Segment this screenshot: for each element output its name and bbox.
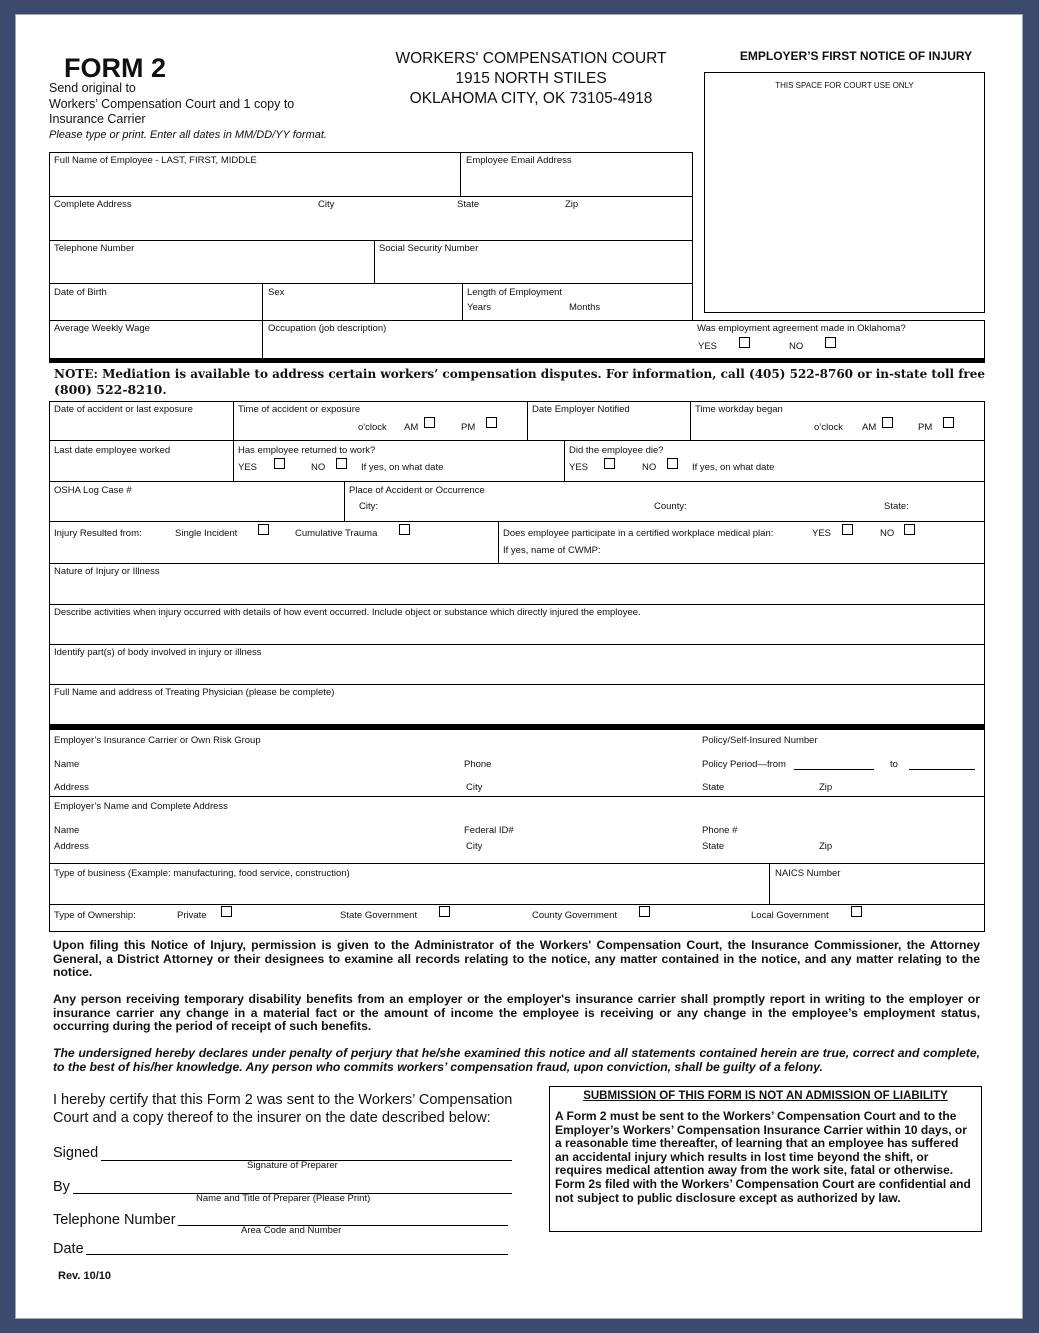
- divider: [692, 152, 693, 321]
- accident-pm-checkbox[interactable]: [486, 417, 497, 428]
- notice-title: EMPLOYER’S FIRST NOTICE OF INJURY: [739, 49, 973, 63]
- workday-am-checkbox[interactable]: [882, 417, 893, 428]
- policy-period-label: Policy Period—from: [702, 759, 786, 770]
- court-address: [371, 49, 691, 109]
- place-city-label: City:: [359, 501, 378, 512]
- divider: [374, 240, 375, 283]
- oclock-label: o'clock: [358, 422, 387, 433]
- divider: [49, 684, 985, 685]
- by-caption: Name and Title of Preparer (Please Print): [196, 1193, 371, 1204]
- agreement-label: Was employment agreement made in Oklahoma?: [697, 323, 906, 334]
- employer-zip-label: Zip: [819, 841, 833, 852]
- divider: [498, 521, 499, 563]
- court-use-box: [704, 72, 985, 313]
- policy-to-line: [909, 769, 975, 770]
- employer-state-label: State: [702, 841, 725, 852]
- nature-label: Nature of Injury or Illness: [54, 566, 160, 577]
- divider: [527, 401, 528, 440]
- divider: [49, 604, 985, 605]
- cwmp-label: If yes, name of CWMP:: [503, 545, 601, 556]
- insurance-employer-block: [49, 729, 985, 932]
- send-line: Workers’ Compensation Court and 1 copy to: [49, 96, 295, 111]
- agreement-yes-checkbox[interactable]: [739, 337, 750, 348]
- business-type-label: Type of business (Example: manufacturing, food service, construction): [54, 868, 350, 879]
- private-checkbox[interactable]: [221, 906, 232, 917]
- certify-text: I hereby certify that this Form 2 was sent to the Workers’ Compensation Court and a copy thereof to the insurer on the date described below:: [53, 1092, 513, 1126]
- disability-paragraph: Any person receiving temporary disability benefits from an employer or the employer's insurance carrier shall promptly report in writing to the employer or insurance carrier any change in a material fact or the amount of income the employee is receiving or any change in the employee’s employment status, occurring during the period of receipt of such benefits.: [53, 992, 980, 1033]
- accident-am-checkbox[interactable]: [424, 417, 435, 428]
- signature-caption: Signature of Preparer: [247, 1160, 338, 1171]
- single-incident-label: Single Incident: [175, 528, 238, 539]
- returned-yes-checkbox[interactable]: [274, 458, 285, 469]
- divider: [769, 863, 770, 904]
- carrier-city-label: City: [466, 782, 483, 793]
- workday-label: Time workday began: [695, 404, 783, 415]
- employer-address-label: Address: [54, 841, 89, 852]
- ownership-label: Type of Ownership:: [54, 910, 136, 921]
- plan-no-checkbox[interactable]: [904, 524, 915, 535]
- years-label: Years: [467, 302, 491, 313]
- plan-yes-label: YES: [812, 528, 832, 539]
- divider: [49, 563, 985, 564]
- cumulative-checkbox[interactable]: [399, 524, 410, 535]
- plan-no-label: NO: [880, 528, 895, 539]
- county-gov-label: County Government: [532, 910, 618, 921]
- submission-box: [549, 1086, 982, 1232]
- workday-pm-checkbox[interactable]: [943, 417, 954, 428]
- plan-yes-checkbox[interactable]: [842, 524, 853, 535]
- telephone-line[interactable]: [178, 1225, 508, 1226]
- instructions-text: Please type or print. Enter all dates in MM/DD/YY format.: [49, 128, 327, 141]
- address-label: Complete Address: [54, 199, 132, 210]
- divider: [49, 904, 985, 905]
- thick-rule: [49, 358, 985, 363]
- mediation-note: [54, 367, 985, 397]
- submission-text: A Form 2 must be sent to the Workers’ Compensation Court and to the Employer’s Workers’ Compensation Insurance Carrier within 10 days, or a reasonable time thereafter, of learning that an employee has suffered an accidental injury which results in lost time beyond the shift, or requires medical attention away from the work site, fatal or otherwise. Form 2s filed with the Workers’ Compensation Court are confidential and not subject to public disclosure except as authorized by law.: [555, 1109, 971, 1205]
- policy-label: Policy/Self-Insured Number: [702, 735, 818, 746]
- returned-no-label: NO: [311, 462, 326, 473]
- agreement-no-checkbox[interactable]: [825, 337, 836, 348]
- send-original-text: [49, 81, 327, 143]
- months-label: Months: [569, 302, 601, 313]
- county-label: County:: [654, 501, 687, 512]
- died-no-checkbox[interactable]: [667, 458, 678, 469]
- divider: [49, 440, 985, 441]
- returned-yes-label: YES: [238, 462, 258, 473]
- agreement-no-label: NO: [789, 341, 804, 352]
- policy-from-line: [794, 769, 874, 770]
- died-no-label: NO: [642, 462, 657, 473]
- describe-label: Describe activities when injury occurred with details of how event occurred. Include object or substance which directly injured the employee.: [54, 607, 641, 618]
- carrier-address-label: Address: [54, 782, 89, 793]
- city-label: City: [318, 199, 335, 210]
- carrier-zip-label: Zip: [819, 782, 833, 793]
- naics-label: NAICS Number: [775, 868, 841, 879]
- date-line[interactable]: [86, 1254, 508, 1255]
- date-accident-label: Date of accident or last exposure: [54, 404, 193, 415]
- oclock-label: o’clock: [814, 422, 844, 433]
- agreement-yes-label: YES: [698, 341, 718, 352]
- permission-paragraph: Upon filing this Notice of Injury, permission is given to the Administrator of the Workers' Compensation Court, the Insurance Commissioner, the Attorney General, a District Attorney or their designees to examine all records relating to the notice, any matter contained in the notice, and any matter relating to the notice.: [53, 938, 980, 979]
- carrier-name-label: Name: [54, 759, 80, 770]
- federal-id-label: Federal ID#: [464, 825, 514, 836]
- medical-plan-label: Does employee participate in a certified workplace medical plan:: [503, 528, 774, 539]
- state-gov-checkbox[interactable]: [439, 906, 450, 917]
- local-gov-checkbox[interactable]: [851, 906, 862, 917]
- divider: [564, 440, 565, 481]
- private-label: Private: [177, 910, 207, 921]
- phone-label: Telephone Number: [54, 243, 135, 254]
- single-incident-checkbox[interactable]: [258, 524, 269, 535]
- county-gov-checkbox[interactable]: [639, 906, 650, 917]
- employee-name-label: Full Name of Employee - LAST, FIRST, MIDDLE: [54, 155, 257, 166]
- dob-label: Date of Birth: [54, 287, 107, 298]
- returned-label: Has employee returned to work?: [238, 445, 376, 456]
- date-label: Date: [53, 1241, 84, 1257]
- am-label: AM: [404, 422, 419, 433]
- am-label: AM: [862, 422, 877, 433]
- divider: [984, 320, 985, 358]
- pm-label: PM: [461, 422, 476, 433]
- divider: [460, 152, 461, 196]
- divider: [690, 401, 691, 440]
- divider: [462, 283, 463, 320]
- court-line: 1915 NORTH STILES: [455, 70, 607, 87]
- state-label: State: [457, 199, 480, 210]
- last-worked-label: Last date employee worked: [54, 445, 171, 456]
- returned-date-label: If yes, on what date: [361, 462, 444, 473]
- physician-label: Full Name and address of Treating Physician (please be complete): [54, 687, 335, 698]
- divider: [262, 283, 263, 358]
- employer-city-label: City: [466, 841, 483, 852]
- carrier-label: Employer’s Insurance Carrier or Own Risk Group: [54, 735, 261, 746]
- length-label: Length of Employment: [467, 287, 563, 298]
- divider: [49, 283, 693, 284]
- divider: [49, 240, 693, 241]
- died-label: Did the employee die?: [569, 445, 664, 456]
- perjury-paragraph: The undersigned hereby declares under penalty of perjury that he/she examined this notice and all statements contained herein are true, correct and complete, to the best of his/her knowledge. Any person who commits workers’ compensation fraud, upon conviction, shall be guilty of a felony.: [53, 1046, 980, 1074]
- place-state-label: State:: [884, 501, 909, 512]
- divider: [49, 521, 985, 522]
- divider: [344, 481, 345, 521]
- employer-name-label: Name: [54, 825, 80, 836]
- died-date-label: If yes, on what date: [692, 462, 775, 473]
- employer-title-label: Employer’s Name and Complete Address: [54, 801, 228, 812]
- sex-label: Sex: [268, 287, 285, 298]
- state-gov-label: State Government: [340, 910, 418, 921]
- divider: [49, 196, 693, 197]
- returned-no-checkbox[interactable]: [336, 458, 347, 469]
- osha-label: OSHA Log Case #: [54, 485, 132, 496]
- by-label: By: [53, 1179, 70, 1195]
- divider: [49, 863, 985, 864]
- court-line: WORKERS' COMPENSATION COURT: [395, 50, 667, 67]
- body-parts-label: Identify part(s) of body involved in injury or illness: [54, 647, 262, 658]
- form-page: [15, 14, 1023, 1319]
- cumulative-label: Cumulative Trauma: [295, 528, 378, 539]
- ssn-label: Social Security Number: [379, 243, 479, 254]
- occupation-label: Occupation (job description): [268, 323, 387, 334]
- time-accident-label: Time of accident or exposure: [238, 404, 361, 415]
- divider: [49, 796, 985, 797]
- telephone-label: Telephone Number: [53, 1212, 176, 1228]
- policy-to-label: to: [890, 759, 898, 770]
- court-use-label: THIS SPACE FOR COURT USE ONLY: [775, 81, 914, 90]
- divider: [233, 401, 234, 481]
- note-line: NOTE: Mediation is available to address certain workers’ compensation disputes. For information, call (405) 522-8760 or in-state toll free: [54, 367, 985, 381]
- signed-label: Signed: [53, 1145, 99, 1161]
- died-yes-label: YES: [569, 462, 589, 473]
- injury-from-label: Injury Resulted from:: [54, 528, 142, 539]
- pm-label: PM: [918, 422, 933, 433]
- zip-label: Zip: [565, 199, 579, 210]
- local-gov-label: Local Government: [751, 910, 829, 921]
- submission-title: SUBMISSION OF THIS FORM IS NOT AN ADMISSION OF LIABILITY: [583, 1090, 948, 1102]
- employer-phone-label: Phone #: [702, 825, 738, 836]
- send-line: Send original to: [49, 81, 136, 95]
- note-line: (800) 522-8210.: [54, 382, 167, 397]
- carrier-state-label: State: [702, 782, 725, 793]
- date-notified-label: Date Employer Notified: [532, 404, 630, 415]
- form-title: FORM 2: [64, 53, 167, 83]
- employee-email-label: Employee Email Address: [466, 155, 572, 166]
- telephone-caption: Area Code and Number: [241, 1225, 342, 1236]
- divider: [49, 320, 985, 321]
- carrier-phone-label: Phone: [464, 759, 492, 770]
- divider: [49, 644, 985, 645]
- wage-label: Average Weekly Wage: [54, 323, 150, 334]
- place-label: Place of Accident or Occurrence: [349, 485, 485, 496]
- divider: [49, 481, 985, 482]
- revision-label: Rev. 10/10: [58, 1270, 112, 1282]
- died-yes-checkbox[interactable]: [604, 458, 615, 469]
- send-line: Insurance Carrier: [49, 112, 146, 126]
- court-line: OKLAHOMA CITY, OK 73105-4918: [409, 90, 653, 107]
